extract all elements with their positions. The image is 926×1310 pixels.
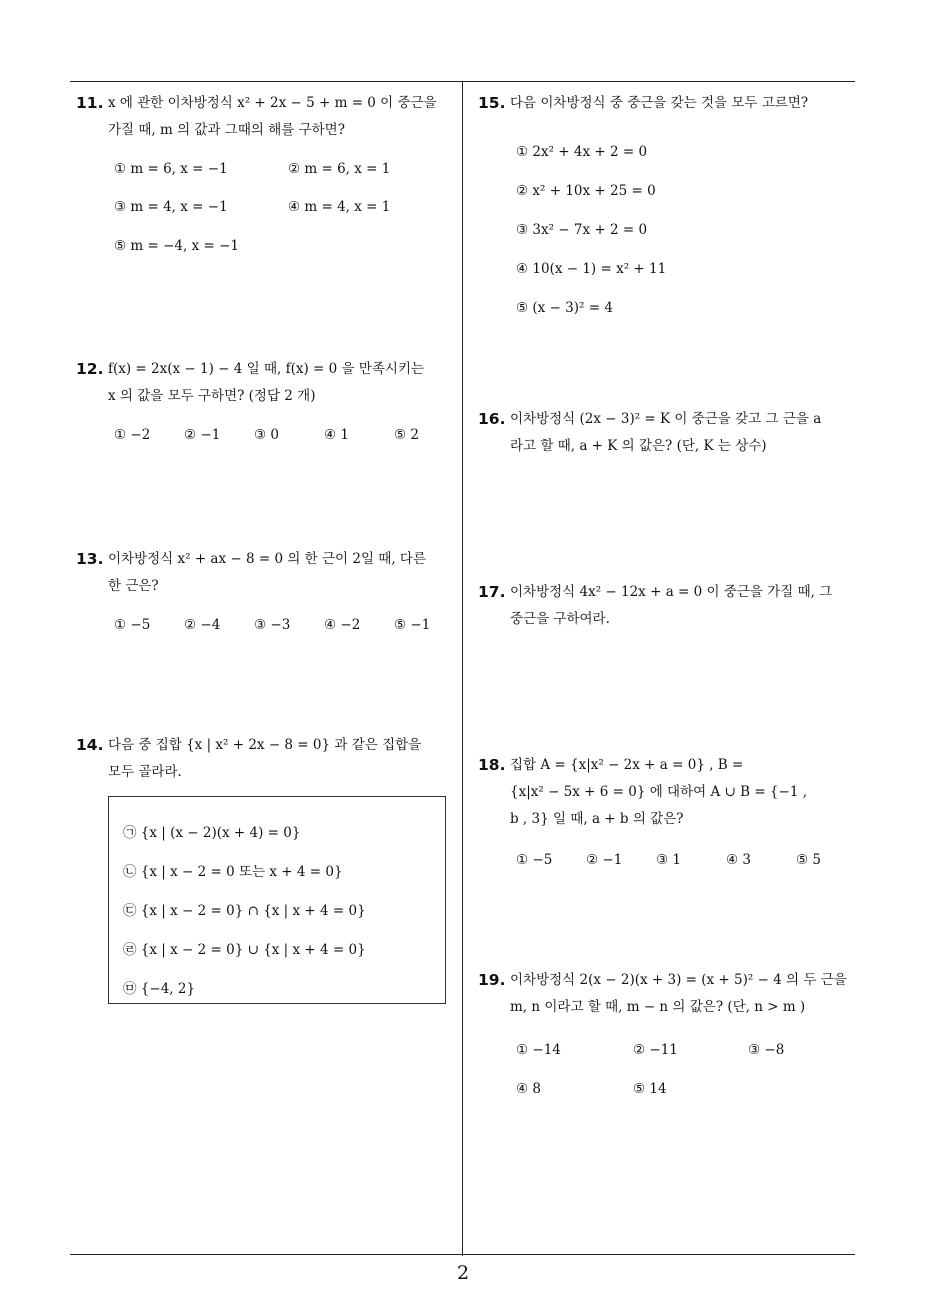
question-18 [478,752,858,877]
question-number: 15. [478,94,506,112]
answer-option[interactable]: ③ −8 [748,1042,785,1058]
answer-option[interactable]: ② −4 [184,617,221,633]
question-14 [76,732,461,1004]
question-text-line: 한 근은? [108,578,159,594]
column-divider [462,82,463,1256]
question-text-line: 라고 할 때, a + K 의 값은? (단, K 는 상수) [510,438,767,454]
question-number: 13. [76,550,104,568]
question-text-line: {x|x² − 5x + 6 = 0} 에 대하여 A ∪ B = {−1 , [510,784,807,800]
question-19 [478,967,858,1117]
question-16 [478,406,858,460]
question-text-line: b , 3} 일 때, a + b 의 값은? [510,811,684,827]
page-number: 2 [456,1262,470,1284]
question-number: 16. [478,410,506,428]
choice-box [108,796,446,1004]
question-number: 17. [478,583,506,601]
answer-option[interactable]: ② −1 [586,852,623,868]
answer-option[interactable]: ④ 1 [324,427,349,443]
question-15 [478,90,858,334]
question-text-line: 이차방정식 x² + ax − 8 = 0 의 한 근이 2일 때, 다른 [108,551,426,567]
question-number: 14. [76,736,104,754]
question-text-line: 이차방정식 2(x − 2)(x + 3) = (x + 5)² − 4 의 두 근을 [510,972,847,988]
box-item: ㉣ {x | x − 2 = 0} ∪ {x | x + 4 = 0} [123,942,366,958]
answer-option[interactable]: ④ 3 [726,852,751,868]
question-text-line: x 에 관한 이차방정식 x² + 2x − 5 + m = 0 이 중근을 [108,95,437,111]
box-item: ㉤ {−4, 2} [123,981,196,997]
answer-option[interactable]: ① −2 [114,427,151,443]
answer-option[interactable]: ① m = 6, x = −1 [114,161,228,177]
question-text-line: f(x) = 2x(x − 1) − 4 일 때, f(x) = 0 을 만족시키는 [108,361,425,377]
question-17 [478,579,858,633]
question-text-line: 이차방정식 4x² − 12x + a = 0 이 중근을 가질 때, 그 [510,584,833,600]
question-number: 18. [478,756,506,774]
answer-option[interactable]: ① 2x² + 4x + 2 = 0 [516,144,648,160]
answer-option[interactable]: ⑤ (x − 3)² = 4 [516,300,613,316]
answer-option[interactable]: ② x² + 10x + 25 = 0 [516,183,656,199]
question-number: 12. [76,360,104,378]
answer-option[interactable]: ⑤ m = −4, x = −1 [114,238,239,254]
answer-option[interactable]: ① −5 [516,852,553,868]
answer-option[interactable]: ④ −2 [324,617,361,633]
question-13 [76,546,461,642]
answer-option[interactable]: ① −5 [114,617,151,633]
box-item: ㉢ {x | x − 2 = 0} ∩ {x | x + 4 = 0} [123,903,366,919]
box-item: ㉡ {x | x − 2 = 0 또는 x + 4 = 0} [123,864,343,880]
question-11 [76,90,461,276]
question-text-line: 가질 때, m 의 값과 그때의 해를 구하면? [108,122,345,138]
answer-option[interactable]: ② −1 [184,427,221,443]
question-text-line: 이차방정식 (2x − 3)² = K 이 중근을 갖고 그 근을 a [510,411,822,427]
question-12 [76,356,461,452]
answer-option[interactable]: ⑤ 14 [633,1081,667,1097]
answer-option[interactable]: ⑤ 5 [796,852,821,868]
question-text-line: x 의 값을 모두 구하면? (정답 2 개) [108,388,316,404]
answer-option[interactable]: ② m = 6, x = 1 [288,161,391,177]
answer-option[interactable]: ① −14 [516,1042,561,1058]
answer-option[interactable]: ③ 1 [656,852,681,868]
answer-option[interactable]: ⑤ 2 [394,427,419,443]
answer-option[interactable]: ③ 3x² − 7x + 2 = 0 [516,222,648,238]
answer-option[interactable]: ③ 0 [254,427,279,443]
question-text-line: 다음 중 집합 {x | x² + 2x − 8 = 0} 과 같은 집합을 [108,737,422,753]
answer-option[interactable]: ④ 8 [516,1081,541,1097]
answer-option[interactable]: ④ 10(x − 1) = x² + 11 [516,261,667,277]
question-text-line: 다음 이차방정식 중 중근을 갖는 것을 모두 고르면? [510,95,809,111]
question-number: 11. [76,94,104,112]
question-number: 19. [478,971,506,989]
answer-option[interactable]: ④ m = 4, x = 1 [288,199,391,215]
bottom-rule [70,1254,855,1255]
question-text-line: 집합 A = {x|x² − 2x + a = 0} , B = [510,757,744,773]
box-item: ㉠ {x | (x − 2)(x + 4) = 0} [123,825,301,841]
answer-option[interactable]: ③ m = 4, x = −1 [114,199,228,215]
answer-option[interactable]: ② −11 [633,1042,678,1058]
question-text-line: 모두 골라라. [108,764,182,780]
question-text-line: 중근을 구하여라. [510,611,610,627]
answer-option[interactable]: ③ −3 [254,617,291,633]
question-text-line: m, n 이라고 할 때, m − n 의 값은? (단, n > m ) [510,999,806,1015]
answer-option[interactable]: ⑤ −1 [394,617,431,633]
